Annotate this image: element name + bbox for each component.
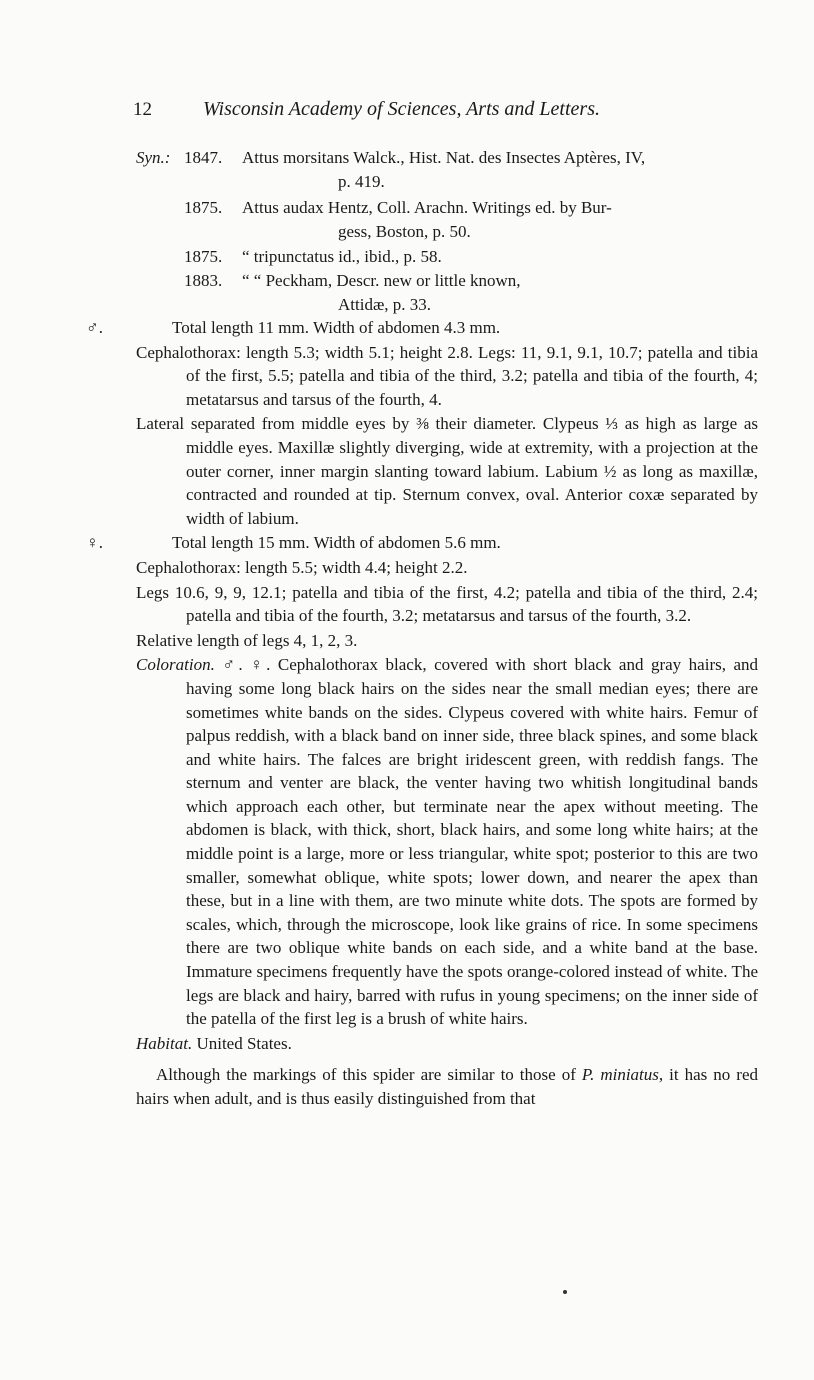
synonymy-year: 1875. (184, 247, 223, 266)
running-title: Wisconsin Academy of Sciences, Arts and Letters. (203, 98, 600, 120)
species-name: P. miniatus (581, 1065, 659, 1085)
synonymy-year: 1847. (184, 148, 223, 167)
page-body (86, 146, 759, 1111)
coloration-symbols: ♂. ♀. (222, 655, 271, 675)
male-symbol: ♂. (86, 318, 103, 337)
synonymy-continuation: gess, Boston, p. 50. (338, 222, 471, 241)
female-measurements (86, 531, 758, 555)
synonymy-continuation: Attidæ, p. 33. (338, 295, 432, 314)
female-legs: Legs 10.6, 9, 9, 12.1; patella and tibia of the first, 4.2; patella and tibia of the third, 2.4; patella and tibia of the fourth, 3.2; metatarsus and tarsus of the fourth, 3.2. (136, 582, 758, 626)
synonymy-text: Attus morsitans Walck., Hist. Nat. des Insectes Aptères, IV, (242, 148, 646, 167)
running-header (133, 98, 773, 126)
female-symbol: ♀. (86, 533, 103, 553)
closing-text-start: Although the markings of this spider are similar to those of (156, 1065, 582, 1085)
page-number: 12 (133, 99, 152, 120)
synonymy-block (136, 146, 758, 316)
coloration-paragraph (136, 653, 758, 1031)
male-measurements (86, 316, 758, 340)
coloration-label: Coloration. (136, 655, 215, 675)
synonymy-text: “ tripunctatus id., ibid., p. 58. (242, 247, 442, 266)
closing-text-end: , it has no red hairs when adult, and is thus easily distinguished from that (136, 1065, 758, 1108)
habitat-text: United States. (196, 1033, 292, 1053)
female-total-text: Total length 15 mm. Width of abdomen 5.6 mm. (172, 533, 501, 553)
synonymy-year: 1883. (184, 271, 223, 290)
habitat-paragraph (136, 1032, 758, 1056)
coloration-text: Cephalothorax black, covered with short black and gray hairs, and having some long black hairs on the sides near the small median eyes; there are sometimes white bands on the sides. Clypeus covered with white hairs. Femur of palpus reddish, with a black band on inner side, three black spines, and some black and white hairs. The falces are bright iridescent green, with reddish fangs. The sternum and venter are black, the venter having two whitish longitudinal bands which approach each other, but terminate near the apex without meeting. The abdomen is black, with thick, short, black hairs, and some long white hairs; at the middle point is a large, more or less triangular, white spot; posterior to this are two smaller, somewhat oblique, white spots; lower down, and nearer the apex than these, but in a line with them, are two minute white dots. The spots are formed by scales, which, through the microscope, look like grains of rice. In some specimens there are two oblique white bands on each side, and a white band at the base. Immature specimens frequently have the spots orange-colored instead of white. The legs are black and hairy, barred with rufus in young specimens; on the inner side of the patella of the first leg is a brush of white hairs. (186, 655, 759, 1029)
synonymy-label: Syn.: (136, 148, 171, 167)
synonymy-continuation: p. 419. (338, 172, 385, 191)
print-speck (563, 1290, 567, 1294)
synonymy-year: 1875. (184, 198, 223, 217)
habitat-label: Habitat. (136, 1033, 193, 1053)
lateral-eyes-paragraph: Lateral separated from middle eyes by ⅜ their diameter. Clypeus ⅓ as high as large as middle eyes. Maxillæ slightly diverging, wide at extremity, with a projection at the outer corner, inner margin slanting toward labium. Labium ½ as long as maxillæ, contracted and rounded at tip. Sternum convex, oval. Anterior coxæ separated by width of labium. (136, 414, 758, 528)
relative-leg-length: Relative length of legs 4, 1, 2, 3. (136, 630, 358, 650)
synonymy-text: “ “ Peckham, Descr. new or little known, (242, 271, 521, 290)
synonymy-text: Attus audax Hentz, Coll. Arachn. Writings ed. by Bur- (242, 198, 612, 217)
closing-paragraph (136, 1063, 758, 1110)
male-cephalothorax: Cephalothorax: length 5.3; width 5.1; height 2.8. Legs: 11, 9.1, 9.1, 10.7; patella and tibia of the first, 5.5; patella and tibia of the third, 3.2; patella and tibia of the fourth, 4; metatarsus and tarsus of the fourth, 4. (136, 342, 758, 409)
male-total-text: Total length 11 mm. Width of abdomen 4.3 mm. (172, 318, 501, 337)
female-cephalothorax: Cephalothorax: length 5.5; width 4.4; height 2.2. (136, 557, 468, 577)
